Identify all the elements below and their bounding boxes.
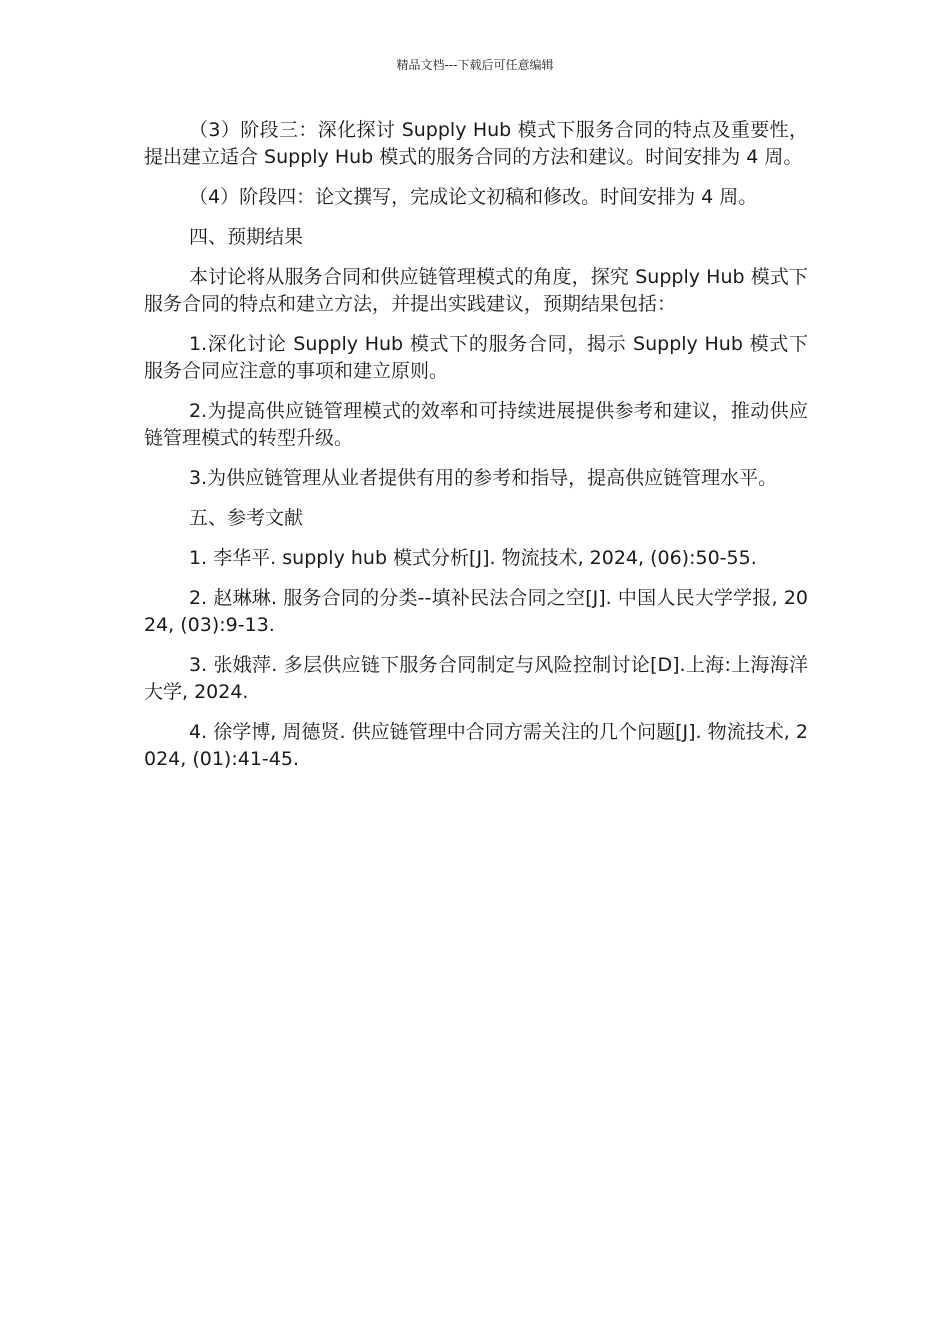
document-body (144, 117, 808, 786)
section-heading-references: 五、参考文献 (189, 507, 304, 529)
reference-item: 4. 徐学博, 周德贤. 供应链管理中合同方需关注的几个问题[J]. 物流技术, 2024, (01):41-45. (144, 721, 808, 770)
paragraph-stage-four: （4）阶段四：论文撰写，完成论文初稿和修改。时间安排为 4 周。 (189, 186, 758, 208)
expected-result-item: 2.为提高供应链管理模式的效率和可持续进展提供参考和建议，推动供应链管理模式的转型升级。 (144, 400, 808, 449)
reference-item: 1. 李华平. supply hub 模式分析[J]. 物流技术, 2024, (06):50-55. (189, 547, 757, 569)
reference-item: 2. 赵琳琳. 服务合同的分类--填补民法合同之空[J]. 中国人民大学学报, 2024, (03):9-13. (144, 587, 808, 636)
reference-item: 3. 张娥萍. 多层供应链下服务合同制定与风险控制讨论[D].上海:上海海洋大学, 2024. (144, 654, 808, 703)
section-heading-expected-results: 四、预期结果 (189, 226, 304, 248)
paragraph-stage-three: （3）阶段三：深化探讨 Supply Hub 模式下服务合同的特点及重要性，提出建立适合 Supply Hub 模式的服务合同的方法和建议。时间安排为 4 周。 (144, 119, 808, 168)
expected-result-item: 3.为供应链管理从业者提供有用的参考和指导，提高供应链管理水平。 (189, 467, 778, 489)
paragraph-expected-intro: 本讨论将从服务合同和供应链管理模式的角度，探究 Supply Hub 模式下服务合同的特点和建立方法，并提出实践建议，预期结果包括： (144, 266, 808, 315)
page-header: 精品文档---下载后可任意编辑 (396, 58, 554, 72)
expected-result-item: 1.深化讨论 Supply Hub 模式下的服务合同，揭示 Supply Hub 模式下服务合同应注意的事项和建立原则。 (144, 333, 808, 382)
